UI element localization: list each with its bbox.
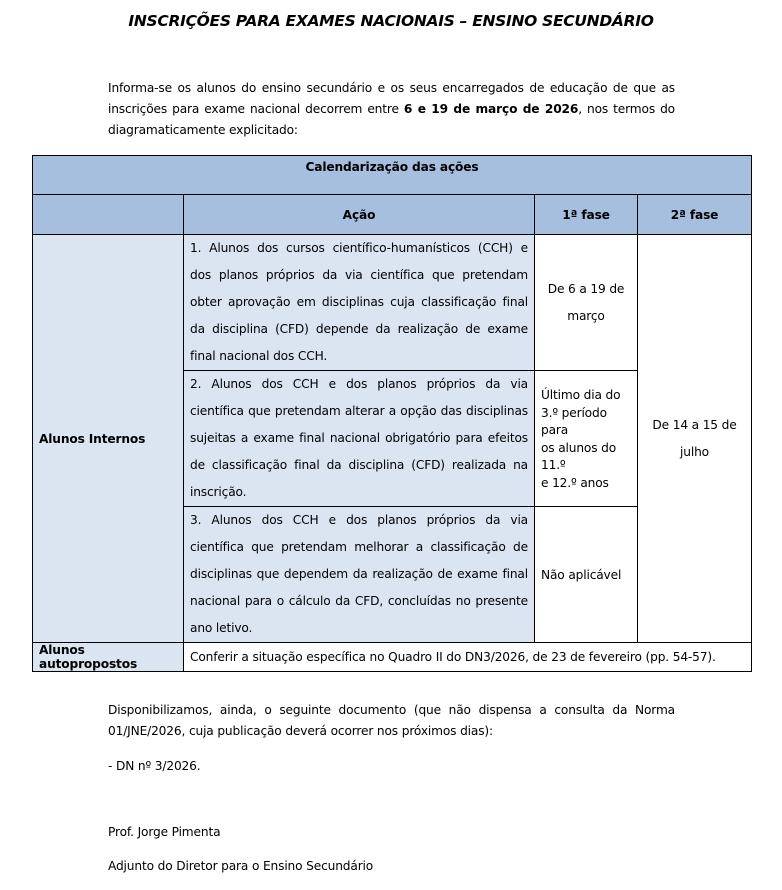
phase1-line: e 12.º anos xyxy=(541,475,609,490)
signer-name: Prof. Jorge Pimenta xyxy=(108,825,221,839)
intro-dates: 6 e 19 de março de 2026 xyxy=(403,102,579,116)
phase1-line: para xyxy=(541,423,569,437)
phase1-action-3: Não aplicável xyxy=(535,507,638,643)
document-reference: - DN nº 3/2026. xyxy=(108,759,201,773)
phase1-action-1: De 6 a 19 de março xyxy=(535,235,638,371)
header-action: Ação xyxy=(184,195,535,235)
phase1-line: 11.º xyxy=(541,458,566,472)
intro-text-after: , nos termos do diagramaticamente explicitado: xyxy=(108,102,675,137)
available-document-text: Disponibilizamos, ainda, o seguinte documento (que não dispensa a consulta da Norma 01/JNE/2026, cuja publicação deverá ocorrer nos próximos dias): xyxy=(108,703,675,738)
table-row xyxy=(33,235,752,371)
action-3: 3. Alunos dos CCH e dos planos próprios da via científica que pretendam melhorar a classificação de disciplinas que dependem da realização de exame final nacional para o cálculo da CFD, concluídas no presente ano letivo. xyxy=(184,507,535,643)
header-group xyxy=(33,195,184,235)
intro-paragraph xyxy=(108,78,675,141)
phase1-action-2 xyxy=(535,371,638,507)
external-students-text: Conferir a situação específica no Quadro II do DN3/2026, de 23 de fevereiro (pp. 54-57). xyxy=(184,643,752,672)
phase2-internal: De 14 a 15 de julho xyxy=(638,235,752,643)
action-1: 1. Alunos dos cursos científico-humanísticos (CCH) e dos planos próprios da via científica que pretendam obter aprovação em disciplinas cuja classificação final da disciplina (CFD) depende da realização de exame final nacional dos CCH. xyxy=(184,235,535,371)
external-students-label: Alunos autopropostos xyxy=(33,643,184,672)
action-2: 2. Alunos dos CCH e dos planos próprios da via científica que pretendam alterar a opção das disciplinas sujeitas a exame final nacional obrigatório para efeitos de classificação final da disciplina (CFD) realizada na inscrição. xyxy=(184,371,535,507)
phase1-line: os alunos do xyxy=(541,440,617,455)
phase1-line: 3.º período xyxy=(541,405,607,420)
table-caption: Calendarização das ações xyxy=(33,156,752,195)
page-title: INSCRIÇÕES PARA EXAMES NACIONAIS – ENSINO SECUNDÁRIO xyxy=(128,12,654,30)
table-header-row xyxy=(33,195,752,235)
internal-students-label: Alunos Internos xyxy=(33,235,184,643)
schedule-table xyxy=(32,155,752,672)
header-phase1: 1ª fase xyxy=(535,195,638,235)
header-phase2: 2ª fase xyxy=(638,195,752,235)
signer-role: Adjunto do Diretor para o Ensino Secundário xyxy=(108,859,374,873)
intro-text-before: Informa-se os alunos do ensino secundário e os seus encarregados de educação de que as inscrições para exame nacional decorrem entre xyxy=(108,81,675,116)
table-row xyxy=(33,643,752,672)
phase1-line: Último dia do xyxy=(541,388,621,402)
table-caption-row xyxy=(33,156,752,195)
